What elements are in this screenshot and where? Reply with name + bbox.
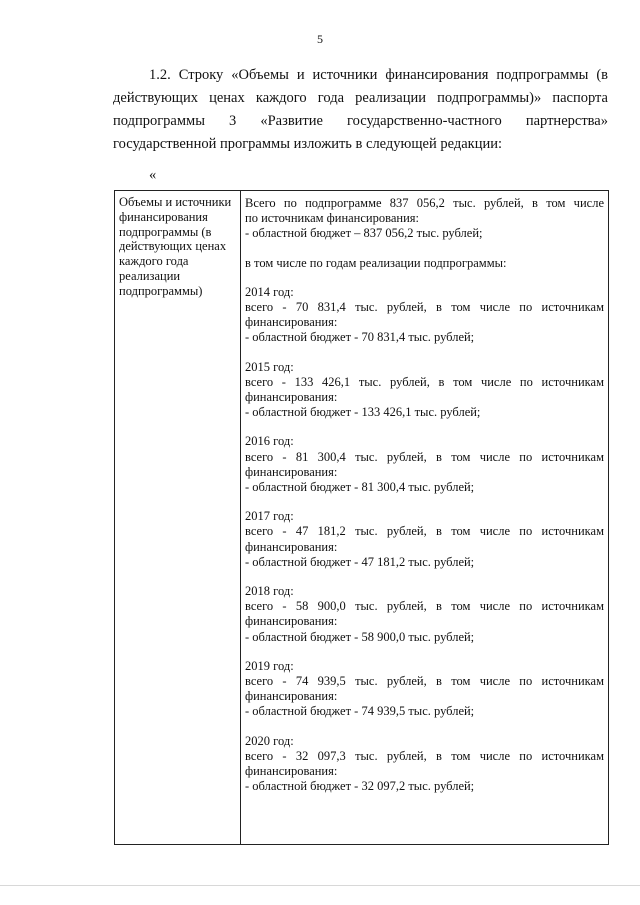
- year-source-label: финансирования:: [245, 539, 338, 554]
- year-total-line: всего - 47 181,2 тыс. рублей, в том числе по источникам: [245, 524, 604, 539]
- year-source-label: финансирования:: [245, 390, 338, 405]
- year-total-line: всего - 32 097,3 тыс. рублей, в том числе по источникам: [245, 748, 604, 763]
- year-block-2017: [245, 509, 604, 570]
- year-budget-line: - областной бюджет - 58 900,0 тыс. рублей;: [245, 629, 475, 644]
- year-budget-line: - областной бюджет - 32 097,2 тыс. рублей;: [245, 779, 475, 794]
- year-label: 2014 год:: [245, 284, 294, 299]
- year-source-label: финансирования:: [245, 464, 338, 479]
- year-label: 2018 год:: [245, 584, 294, 599]
- year-budget-line: - областной бюджет - 74 939,5 тыс. рублей;: [245, 704, 475, 719]
- year-budget-line: - областной бюджет - 70 831,4 тыс. рублей;: [245, 330, 475, 345]
- year-label: 2020 год:: [245, 733, 294, 748]
- year-budget-line: - областной бюджет - 133 426,1 тыс. рублей;: [245, 405, 481, 420]
- year-block-2016: [245, 434, 604, 495]
- year-total-line: всего - 133 426,1 тыс. рублей, в том числе по источникам: [245, 374, 604, 389]
- year-block-2020: [245, 734, 604, 795]
- total-line-3: - областной бюджет – 837 056,2 тыс. рублей;: [245, 226, 483, 241]
- intro-text: 1.2. Строку «Объемы и источники финансирования подпрограммы (в действующих ценах каждого года реализации подпрограммы)» паспорта подпрограммы 3 «Развитие государственно-частного партнерства» государственной программы изложить в следующей редакции:: [113, 67, 608, 152]
- year-total-line: всего - 58 900,0 тыс. рублей, в том числе по источникам: [245, 599, 604, 614]
- year-label: 2019 год:: [245, 658, 294, 673]
- year-label: 2017 год:: [245, 509, 294, 524]
- table-label-cell: [115, 191, 241, 844]
- year-total-line: всего - 70 831,4 тыс. рублей, в том числе по источникам: [245, 300, 604, 315]
- year-label: 2016 год:: [245, 434, 294, 449]
- year-budget-line: - областной бюджет - 81 300,4 тыс. рублей;: [245, 480, 475, 495]
- total-line-2: по источникам финансирования:: [245, 211, 419, 226]
- year-block-2019: [245, 659, 604, 720]
- year-total-line: всего - 81 300,4 тыс. рублей, в том числе по источникам: [245, 449, 604, 464]
- table-value-cell: [241, 191, 608, 844]
- year-block-2018: [245, 584, 604, 645]
- year-label: 2015 год:: [245, 359, 294, 374]
- year-block-2014: [245, 285, 604, 346]
- financing-table: [114, 190, 609, 845]
- year-block-2015: [245, 360, 604, 421]
- year-source-label: финансирования:: [245, 689, 338, 704]
- total-block: [245, 196, 604, 242]
- year-total-line: всего - 74 939,5 тыс. рублей, в том числе по источникам: [245, 674, 604, 689]
- year-budget-line: - областной бюджет - 47 181,2 тыс. рублей;: [245, 554, 475, 569]
- by-years-block: [245, 256, 604, 271]
- year-source-label: финансирования:: [245, 764, 338, 779]
- table-left-label: Объемы и источники финансирования подпрограммы (в действующих ценах каждого года реализации подпрограммы): [119, 195, 232, 298]
- page-number: 5: [317, 32, 323, 46]
- opening-quote: «: [149, 167, 157, 183]
- year-source-label: финансирования:: [245, 315, 338, 330]
- year-source-label: финансирования:: [245, 614, 338, 629]
- total-line-1: Всего по подпрограмме 837 056,2 тыс. рублей, в том числе: [245, 196, 604, 210]
- by-years-label: в том числе по годам реализации подпрограммы:: [245, 255, 507, 270]
- footer-rule: [0, 885, 640, 886]
- intro-paragraph: [113, 64, 608, 156]
